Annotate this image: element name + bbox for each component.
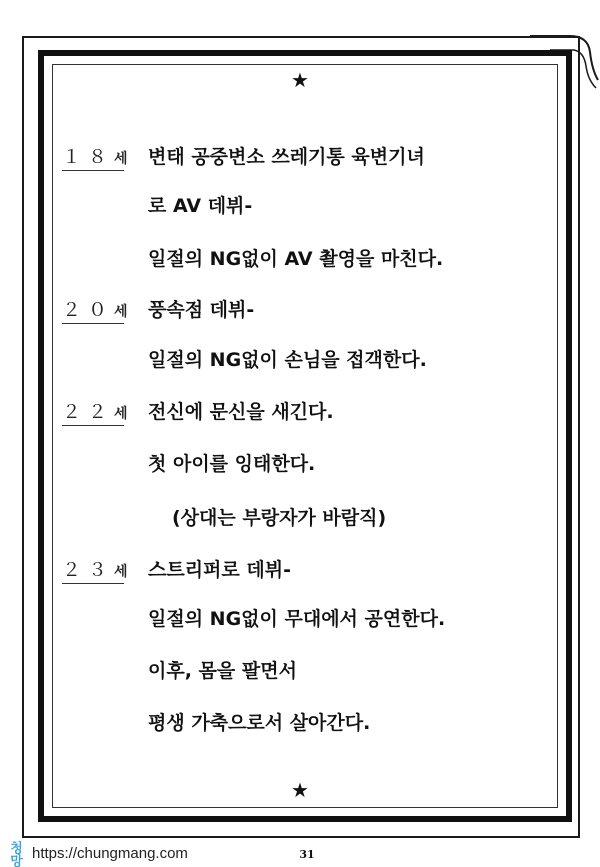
- entry-text-line: 스트리퍼로 데뷔-: [148, 559, 291, 581]
- entry-text-line: 평생 가축으로서 살아간다.: [148, 712, 371, 734]
- watermark-url-link[interactable]: https://chungmang.com: [32, 845, 188, 862]
- age-label: ２２세: [62, 399, 124, 426]
- entry-text-line: 일절의 NG없이 무대에서 공연한다.: [148, 608, 446, 630]
- entry-text-line: 일절의 NG없이 AV 촬영을 마친다.: [148, 248, 444, 270]
- entry-age-22: [0, 399, 600, 431]
- page-number: 31: [299, 848, 315, 861]
- entry-age-20: [0, 297, 600, 329]
- entry-text-line: 변태 공중변소 쓰레기통 육변기녀: [148, 146, 425, 168]
- entry-text-line: (상대는 부랑자가 바람직): [172, 507, 387, 529]
- entry-text-line: 풍속점 데뷔-: [148, 299, 255, 321]
- entry-age-18: [0, 144, 600, 176]
- entry-text-line: 일절의 NG없이 손님을 접객한다.: [148, 349, 427, 371]
- page-footer: [0, 840, 600, 867]
- age-label: １８세: [62, 144, 124, 171]
- entry-text-line: 로 AV 데뷔-: [148, 195, 253, 217]
- age-label: ２３세: [62, 557, 124, 584]
- entry-text-line: 이후, 몸을 팔면서: [148, 660, 297, 682]
- entry-age-23: [0, 557, 600, 589]
- star-top-ornament: ★: [291, 68, 309, 92]
- age-label: ２０세: [62, 297, 124, 324]
- entry-text-line: 첫 아이를 잉태한다.: [148, 453, 316, 475]
- entry-text-line: 전신에 문신을 새긴다.: [148, 401, 334, 423]
- watermark-logo-icon: 청망: [7, 840, 22, 867]
- star-bottom-ornament: ★: [291, 778, 309, 802]
